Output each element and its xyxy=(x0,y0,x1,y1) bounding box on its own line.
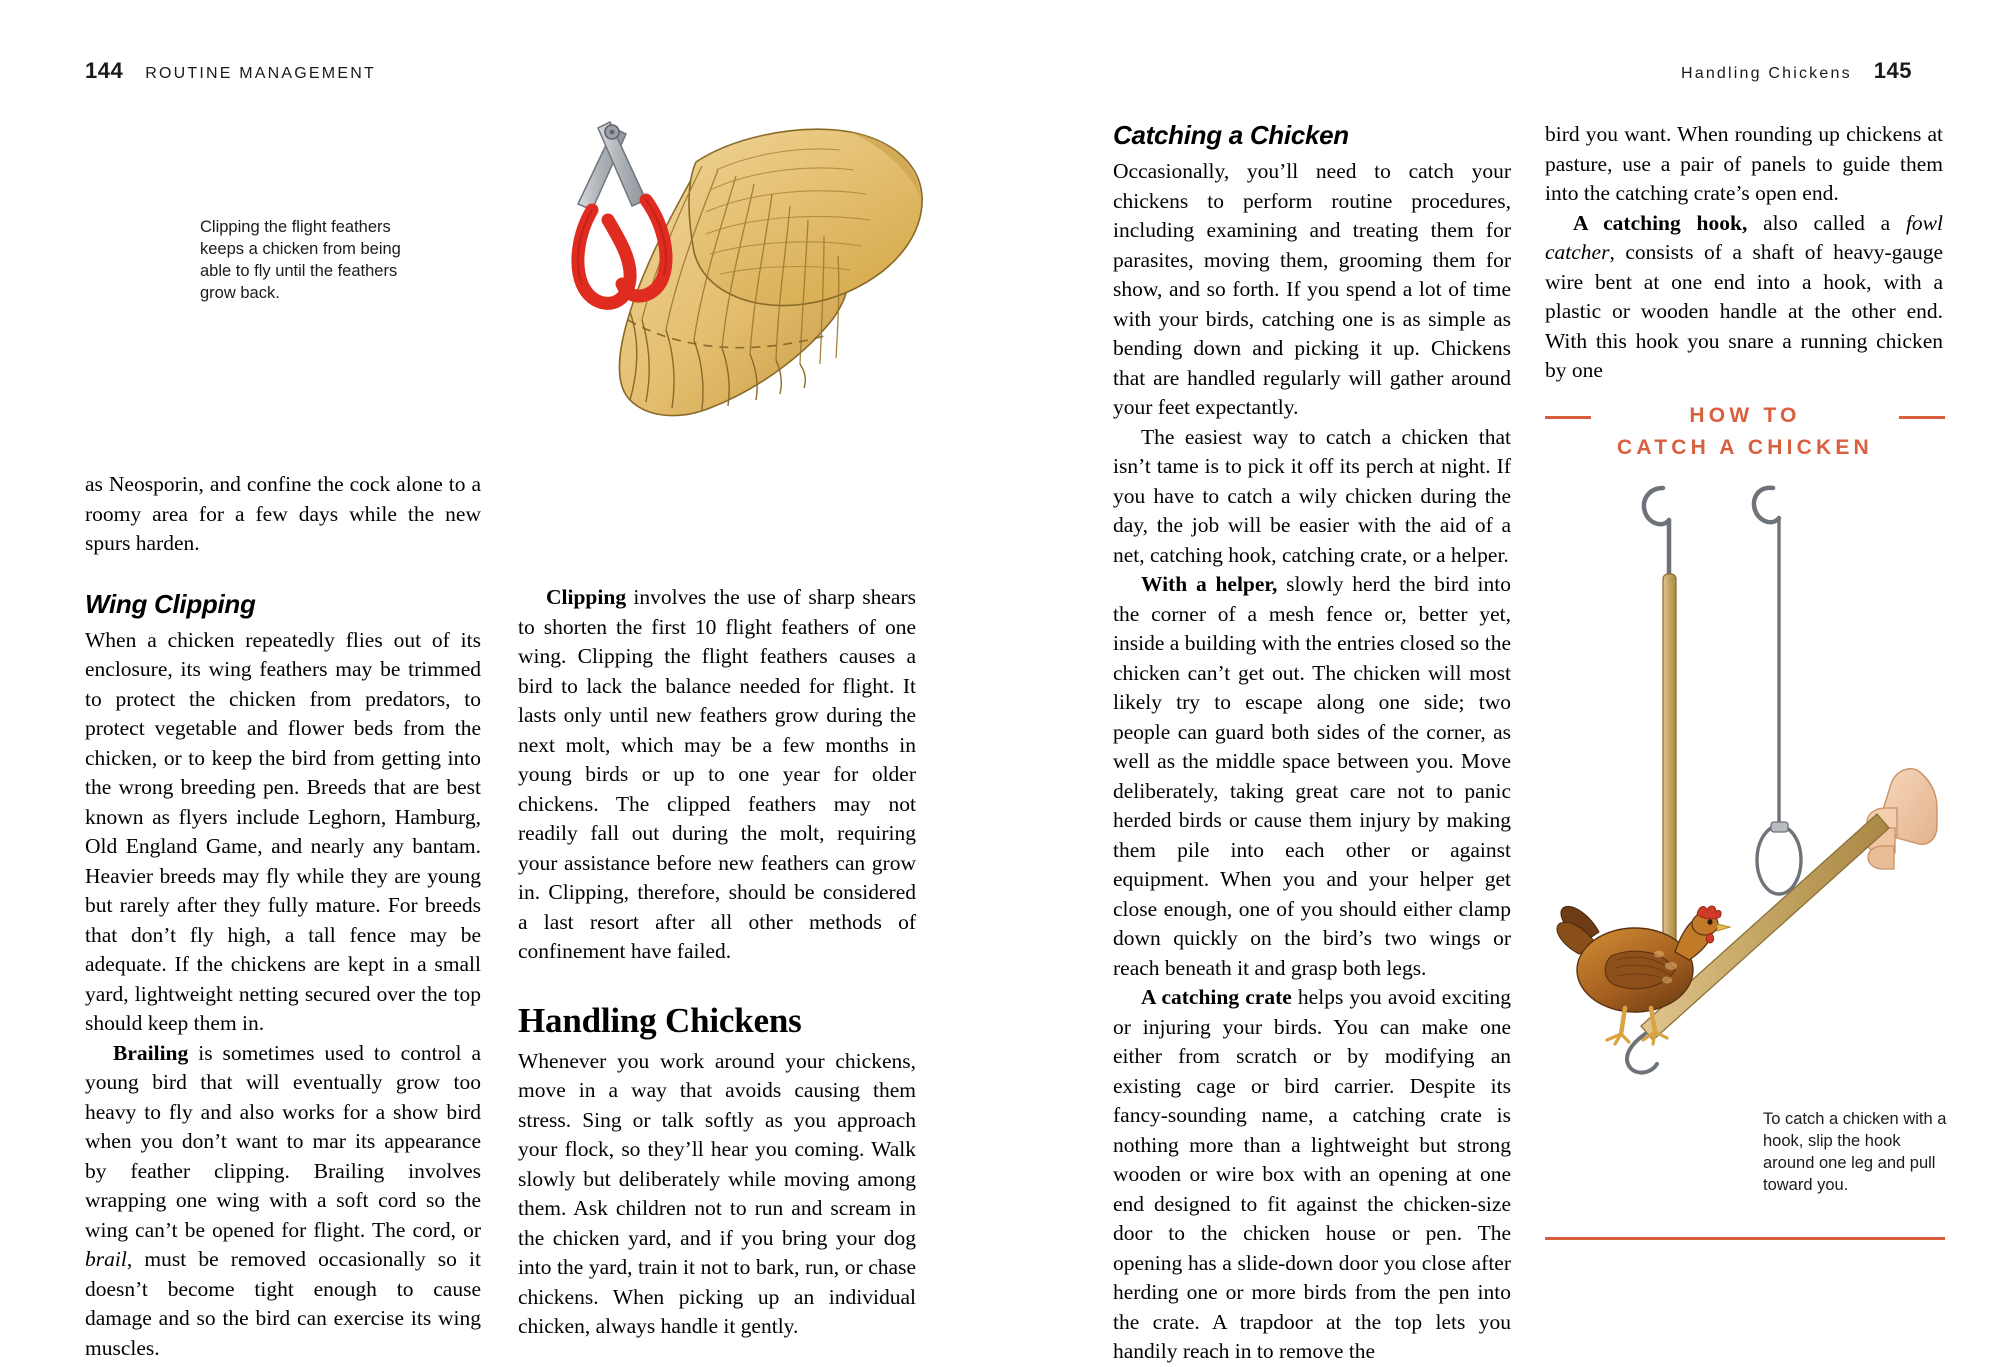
catching-hook-text-a: also called a xyxy=(1747,210,1906,235)
howto-rule-left xyxy=(1545,416,1591,419)
run-in-lead-with-a-helper: With a helper, xyxy=(1141,572,1278,596)
howto-box-heading xyxy=(1545,400,1945,464)
paragraph-with-a-helper xyxy=(1113,570,1511,983)
running-head-right xyxy=(1681,58,1912,84)
howto-heading-line-2: CATCH A CHICKEN xyxy=(1617,436,1873,459)
fowl-catcher-italic-term: fowl catcher xyxy=(1545,210,1943,264)
text-column-4 xyxy=(1545,120,1943,386)
clipping-text: involves the use of sharp shears to shorten the first 10 flight feathers of one wing. Clipping the flight feathers causes a bird to lack the balance needed for flight. It lasts only until new feathers grow during the next molt, which may be a few months in young birds or up to one year for older chickens. The clipped feathers may not readily fall out during the molt, requiring your assistance before new feathers can grow in. Clipping, therefore, should be considered a last resort after all other methods of confinement have failed. xyxy=(518,585,916,963)
catching-hook-text-b: , consists of a shaft of heavy-gauge wire bent at one end into a hook, with a plastic or wooden handle at the other end. With this hook you snare a running chicken by one xyxy=(1545,240,1943,382)
hook-tool-with-loop xyxy=(1754,488,1801,894)
paragraph-clipping xyxy=(518,583,916,967)
paragraph-catching-hook xyxy=(1545,209,1943,386)
run-in-lead-catching-hook: A catching hook, xyxy=(1573,210,1748,235)
brailing-text-a: is sometimes used to control a young bird that will eventually grow too heavy to fly and also works for a show bird when you don’t want to mar its appearance by feather clipping. Brailing involves wrapping one wing with a soft cord so the wing can’t be opened for flight. The cord, or xyxy=(85,1040,481,1242)
brailing-text-b: , must be removed occasionally so it doesn’t become tight enough to cause damage and so the bird can exercise its wing muscles. xyxy=(85,1247,481,1360)
wing-figure-caption: Clipping the flight feathers keeps a chicken from being able to fly until the feathers grow back. xyxy=(200,218,401,302)
page-number-left: 144 xyxy=(85,58,124,83)
paragraph-easiest-way: The easiest way to catch a chicken that isn’t tame is to pick it off its perch at night. If you have to catch a wily chicken during the day, the job will be easier with the aid of a net, catching hook, catching crate, or a helper. xyxy=(1113,424,1511,567)
text-column-1 xyxy=(85,470,481,1363)
clipped-wing-with-scissors-illustration xyxy=(380,20,940,480)
paragraph-brailing xyxy=(85,1039,481,1364)
heading-wing-clipping: Wing Clipping xyxy=(85,588,256,619)
catching-hook-and-chicken-illustration xyxy=(1545,478,1945,1178)
run-in-lead-brailing: Brailing xyxy=(113,1040,189,1065)
brail-italic-term: brail xyxy=(85,1247,127,1271)
paragraph-crate-continuation: bird you want. When rounding up chickens at pasture, use a pair of panels to guide them into the catching crate’s open end. xyxy=(1545,122,1943,205)
paragraph-wing-clipping: When a chicken repeatedly flies out of its enclosure, its wing feathers may be trimmed to protect the chicken from predators, to protect vegetable and flower beds from the chicken, or to keep the bird from getting into the wrong breeding pen. Breeds that are best known as flyers include Leghorn, Hamburg, Old England Game, and nearly any bantam. Heavier breeds may fly while they are young but rarely after they fully mature. For breeds that don’t fly high, a tall fence may be adequate. If the chickens are kept in a small yard, lightweight netting secured over the top should keep them in. xyxy=(85,627,481,1035)
page-number-right: 145 xyxy=(1873,58,1912,83)
running-head-left xyxy=(85,58,376,84)
paragraph-handling: Whenever you work around your chickens, move in a way that avoids causing them stress. Sing or talk softly as you approach your flock, so they’ll hear you coming. Walk slowly but deliberately while moving among them. Ask children not to run and scream in the chicken yard, and if you bring your dog into the yard, train it not to bark, run, or chase chickens. When picking up an individual chicken, always handle it gently. xyxy=(518,1048,916,1338)
howto-bottom-rule xyxy=(1545,1237,1945,1240)
howto-heading-line-1: HOW TO xyxy=(1689,404,1801,427)
run-in-lead-clipping: Clipping xyxy=(546,585,627,609)
heading-handling-chickens: Handling Chickens xyxy=(518,1000,802,1040)
run-in-lead-catching-crate: A catching crate xyxy=(1141,985,1292,1009)
running-head-title-right: Handling Chickens xyxy=(1680,65,1852,82)
hook-figure-caption: To catch a chicken with a hook, slip the hook around one leg and pull toward you. xyxy=(1763,1110,1947,1194)
text-column-3 xyxy=(1113,120,1511,1367)
paragraph-catching-crate xyxy=(1113,983,1511,1367)
heading-catching-a-chicken: Catching a Chicken xyxy=(1113,120,1349,150)
text-column-2 xyxy=(518,583,916,1342)
paragraph-catching-intro: Occasionally, you’ll need to catch your chickens to perform routine procedures, including examining and treating them for parasites, moving them, grooming them for show, and so forth. If you spend a lot of time with your birds, catching one is as simple as bending down and picking it up. Chickens that are handled regularly will gather around your feet expectantly. xyxy=(1113,159,1511,419)
with-a-helper-text: slowly herd the bird into the corner of a mesh fence or, better yet, inside a building with the entries closed so the chicken can’t get out. The chicken will most likely try to escape along one side; two people can guard both sides of the corner, as well as the middle space between you. Move deliberately, taking great care not to panic herded birds or cause them injury by making them pile into each other or against equipment. When you and your helper get close enough, one of you should either clamp down quickly on the bird’s two wings or reach beneath it and grasp both legs. xyxy=(1113,572,1512,980)
catching-crate-text: helps you avoid exciting or injuring your birds. You can make one either from scratch or by modifying an existing cage or bird carrier. Despite its fancy-sounding name, a catching crate is nothing more than a lightweight but strong wooden or wire box with an opening at one end designed to fit against the chicken-size door to the chicken house or pen. The opening has a slide-down door you close after herding one or more birds from the pen into the crate. A trapdoor at the top lets you handily reach in to remove the xyxy=(1113,985,1512,1363)
howto-rule-right xyxy=(1899,416,1945,419)
hook-tool-vertical xyxy=(1644,488,1676,960)
paragraph-continuation: as Neosporin, and confine the cock alone to a roomy area for a few days while the new spurs harden. xyxy=(85,472,481,555)
running-head-title-left: ROUTINE MANAGEMENT xyxy=(145,65,376,82)
